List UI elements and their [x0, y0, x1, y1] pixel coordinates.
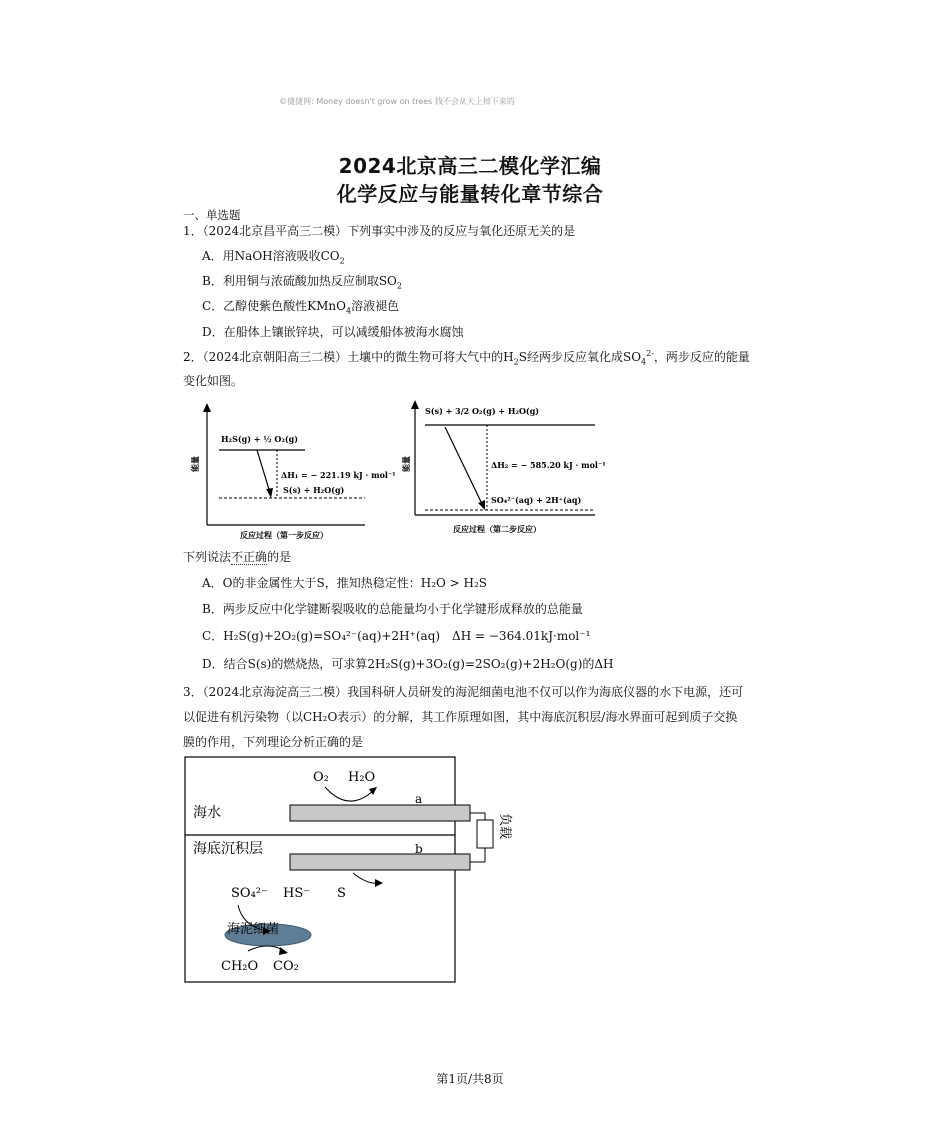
svg-text:SO₄²⁻(aq) + 2H⁺(aq): SO₄²⁻(aq) + 2H⁺(aq)	[491, 495, 582, 505]
page-subtitle: 化学反应与能量转化章节综合	[336, 182, 604, 206]
svg-text:反应过程（第二步反应）: 反应过程（第二步反应）	[453, 524, 541, 534]
svg-text:HS⁻: HS⁻	[283, 886, 311, 901]
section-heading: 一、单选题	[183, 208, 241, 222]
q2-option-d: D．结合S(s)的燃烧热，可求算2H₂S(g)+3O₂(g)=2SO₂(g)+2H₂O(g)的ΔH	[202, 657, 614, 671]
svg-text:负载: 负载	[497, 813, 512, 840]
svg-text:O₂: O₂	[313, 770, 329, 785]
svg-text:SO₄²⁻: SO₄²⁻	[231, 886, 268, 901]
q1-stem: 1．（2024北京昌平高三二模）下列事实中涉及的反应与氧化还原无关的是	[183, 224, 576, 238]
svg-text:H₂O: H₂O	[348, 770, 376, 785]
svg-text:反应过程（第一步反应）: 反应过程（第一步反应）	[240, 530, 328, 540]
svg-text:S(s) + H₂O(g): S(s) + H₂O(g)	[283, 485, 345, 495]
q1-option-d: D．在船体上镶嵌锌块，可以减缓船体被海水腐蚀	[202, 325, 464, 339]
q2-stem-line2: 变化如图。	[183, 374, 244, 388]
svg-text:S: S	[337, 886, 346, 901]
q2-option-c: C．H₂S(g)+2O₂(g)=SO₄²⁻(aq)+2H⁺(aq) ΔH = −364.01kJ·mol⁻¹	[202, 629, 591, 643]
svg-text:CH₂O: CH₂O	[221, 959, 259, 974]
q1-option-a: A．用NaOH溶液吸收$CO_2$	[202, 249, 345, 266]
q2-prompt: 下列说法不正确的是	[183, 550, 292, 564]
q2-option-b: B．两步反应中化学键断裂吸收的总能量均小于化学键形成释放的总能量	[202, 602, 583, 616]
q3-stem-line1: 3．（2024北京海淀高三二模）我国科研人员研发的海泥细菌电池不仅可以作为海底仪器的水下电源，还可	[183, 685, 744, 699]
q1-option-c: C．乙醇使紫色酸性KMnO$_4$溶液褪色	[202, 299, 400, 316]
svg-text:能量: 能量	[401, 456, 411, 472]
svg-text:a: a	[415, 792, 423, 806]
q3-stem-line2: 以促进有机污染物（以CH₂O表示）的分解，其工作原理如图，其中海底沉积层/海水界面可起到质子交换	[183, 710, 738, 724]
svg-text:b: b	[415, 842, 423, 856]
q2-stem: 2．（2024北京朝阳高三二模）土壤中的微生物可将大气中的$H_2S$经两步反应氧化成$SO_4^{2-}$，两步反应的能量	[183, 349, 750, 367]
svg-text:海底沉积层: 海底沉积层	[193, 841, 263, 857]
svg-text:H₂S(g) + ½ O₂(g): H₂S(g) + ½ O₂(g)	[221, 434, 299, 444]
q2-option-a: A．O的非金属性大于S，推知热稳定性：H₂O > H₂S	[202, 576, 488, 590]
q1-option-b: B．利用铜与浓硫酸加热反应制取$SO_2$	[202, 274, 402, 291]
watermark: ©捷捷网: Money doesn't grow on trees 钱不会从天上掉下来的	[279, 97, 515, 106]
svg-text:海泥细菌: 海泥细菌	[227, 922, 280, 937]
energy-diagram-step2	[401, 400, 606, 540]
q3-stem-line3: 膜的作用，下列理论分析正确的是	[183, 735, 364, 749]
svg-text:海水: 海水	[193, 805, 221, 821]
page-title: 2024北京高三二模化学汇编	[338, 154, 602, 178]
page-footer: 第1页/共8页	[436, 1072, 504, 1086]
bacteria-battery-diagram	[183, 755, 523, 985]
svg-text:CO₂: CO₂	[273, 959, 299, 974]
energy-diagram-step1	[185, 400, 396, 540]
svg-text:S(s) + 3/2 O₂(g) + H₂O(g): S(s) + 3/2 O₂(g) + H₂O(g)	[425, 406, 540, 416]
svg-text:ΔH₂ = − 585.20 kJ · mol⁻¹: ΔH₂ = − 585.20 kJ · mol⁻¹	[491, 460, 606, 470]
svg-text:ΔH₁ = − 221.19 kJ · mol⁻¹: ΔH₁ = − 221.19 kJ · mol⁻¹	[281, 470, 396, 480]
svg-text:能量: 能量	[190, 456, 200, 472]
